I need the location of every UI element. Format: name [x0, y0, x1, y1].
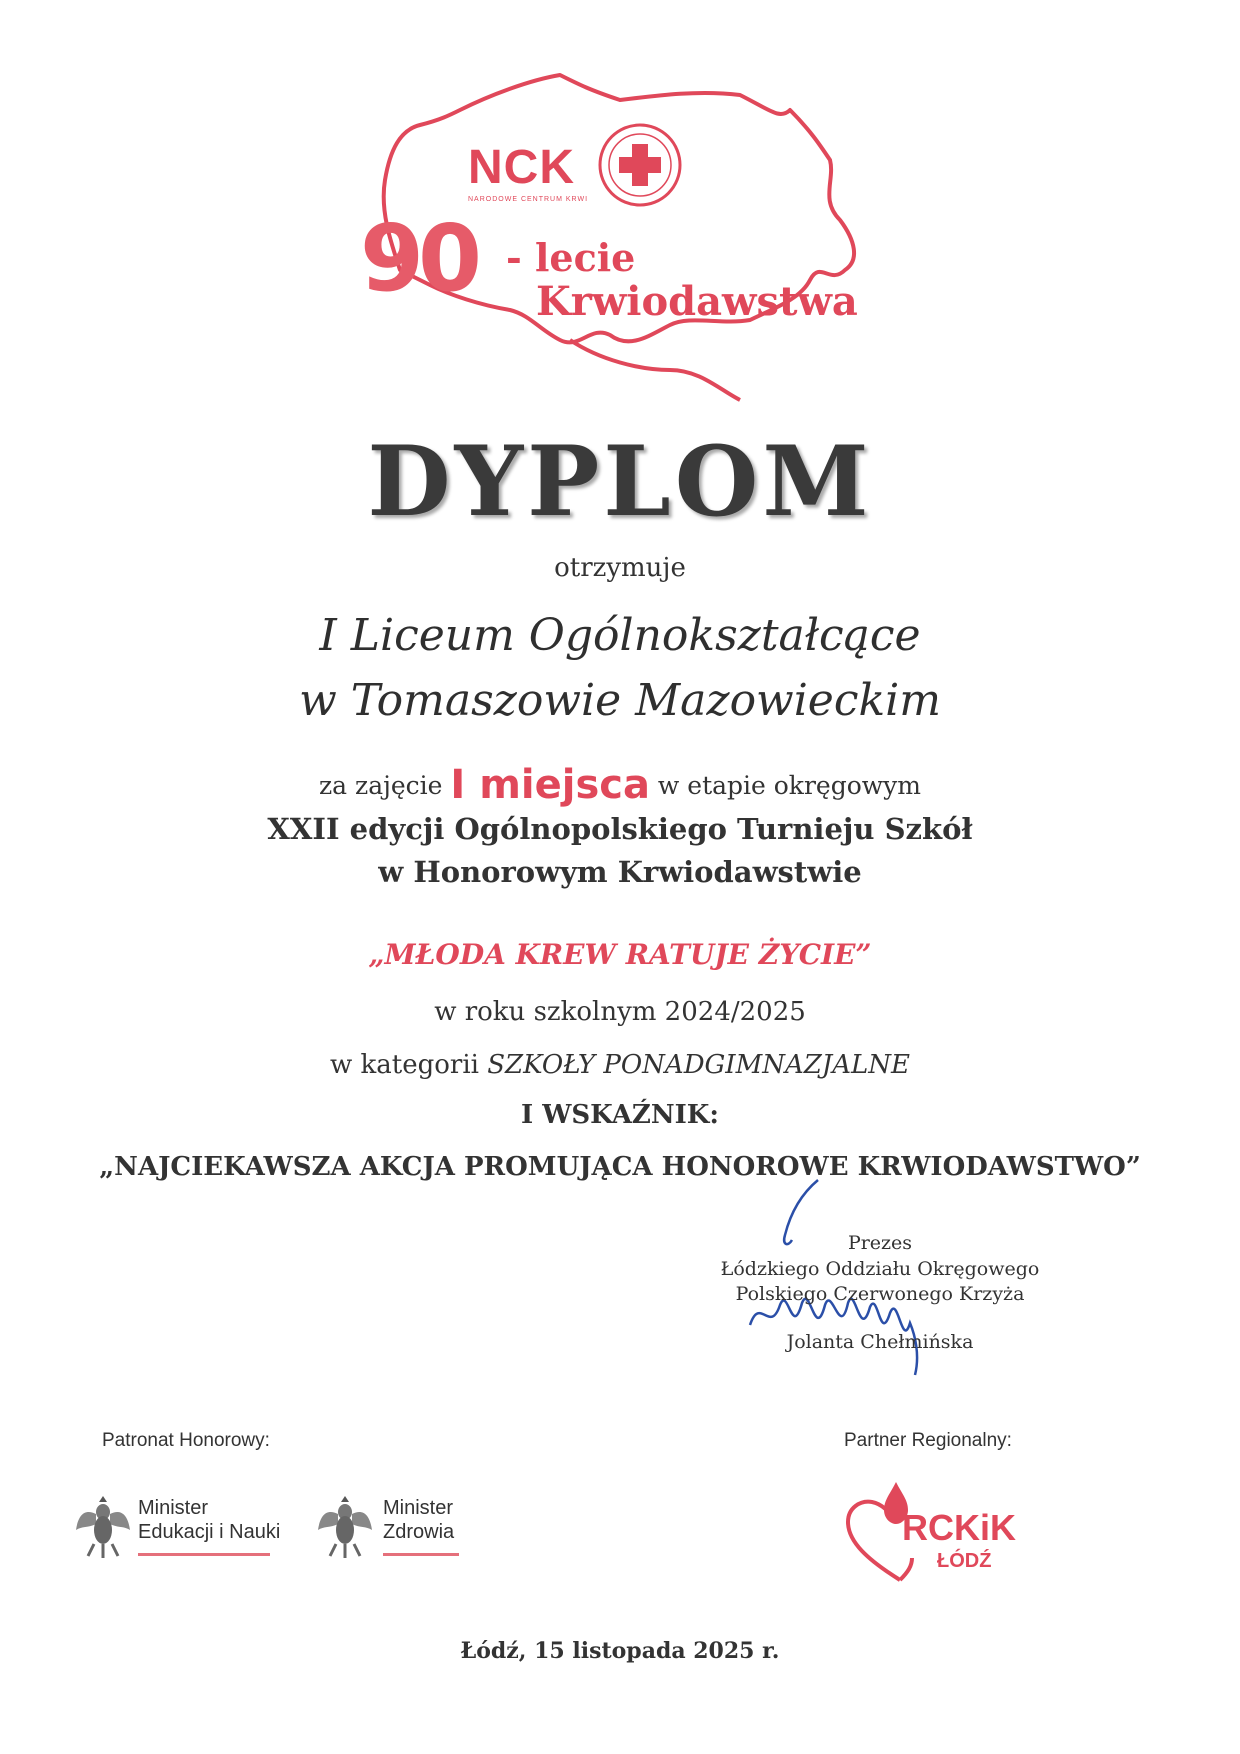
minister-education-line2: Edukacji i Nauki [138, 1521, 281, 1543]
minister-health-label [383, 1496, 454, 1544]
signatory-org-line1: Łódzkiego Oddziału Okręgowego [720, 1258, 1040, 1280]
place-prefix: za zajęcie [319, 771, 443, 800]
school-year: w roku szkolnym 2024/2025 [434, 997, 806, 1027]
partner-name: RCKiK [902, 1507, 1016, 1548]
issue-date: Łódź, 15 listopada 2025 r. [460, 1638, 780, 1664]
nck-90-lecie-logo [340, 70, 910, 410]
minister-health-line1: Minister [383, 1497, 454, 1519]
logo-ninety: 90 [360, 205, 477, 312]
minister-education-label [138, 1496, 280, 1544]
polish-eagle-icon [316, 1490, 374, 1560]
patronat-label: Patronat Honorowy: [102, 1430, 270, 1451]
logo-nck-text: NCK [468, 141, 575, 194]
place-line [0, 758, 1240, 808]
partner-city: ŁÓDŹ [937, 1550, 992, 1572]
school-name-line1: I Liceum Ogólnokształcące [319, 610, 921, 661]
minister-education-bar [138, 1553, 270, 1556]
edition-line2: w Honorowym Krwiodawstwie [378, 855, 862, 889]
logo-krwiodawstwa: Krwiodawstwa [536, 278, 858, 325]
category-value: SZKOŁY PONADGIMNAZJALNE [487, 1050, 910, 1080]
indicator-label: I WSKAŹNIK: [520, 1100, 719, 1130]
polish-eagle-icon [74, 1490, 132, 1560]
minister-health-bar [383, 1553, 459, 1556]
indicator-name: „NAJCIEKAWSZA AKCJA PROMUJĄCA HONOROWE KRWIODAWSTWO” [99, 1152, 1141, 1182]
signatory-title: Prezes [847, 1232, 913, 1254]
motto: „MŁODA KREW RATUJE ŻYCIE” [368, 938, 872, 971]
category-prefix: w kategorii [330, 1050, 479, 1080]
partner-label: Partner Regionalny: [844, 1430, 1012, 1451]
logo-lecie: - lecie [506, 235, 636, 280]
edition-line1: XXII edycji Ogólnopolskiego Turnieju Szkół [267, 812, 973, 846]
logo-nck-subtitle: NARODOWE CENTRUM KRWI [468, 196, 589, 203]
receives-label: otrzymuje [554, 553, 686, 583]
category-line [0, 1050, 1240, 1080]
school-name-line2: w Tomaszowie Mazowieckim [299, 675, 941, 726]
place-value: I miejsca [450, 762, 650, 808]
diploma-title: DYPLOM [367, 425, 873, 538]
place-suffix: w etapie okręgowym [657, 771, 921, 800]
signatory-name: Jolanta Chełmińska [786, 1331, 974, 1353]
signatory-org-line2: Polskiego Czerwonego Krzyża [735, 1283, 1025, 1305]
minister-health-line2: Zdrowia [383, 1521, 455, 1543]
minister-education-line1: Minister [138, 1497, 209, 1519]
